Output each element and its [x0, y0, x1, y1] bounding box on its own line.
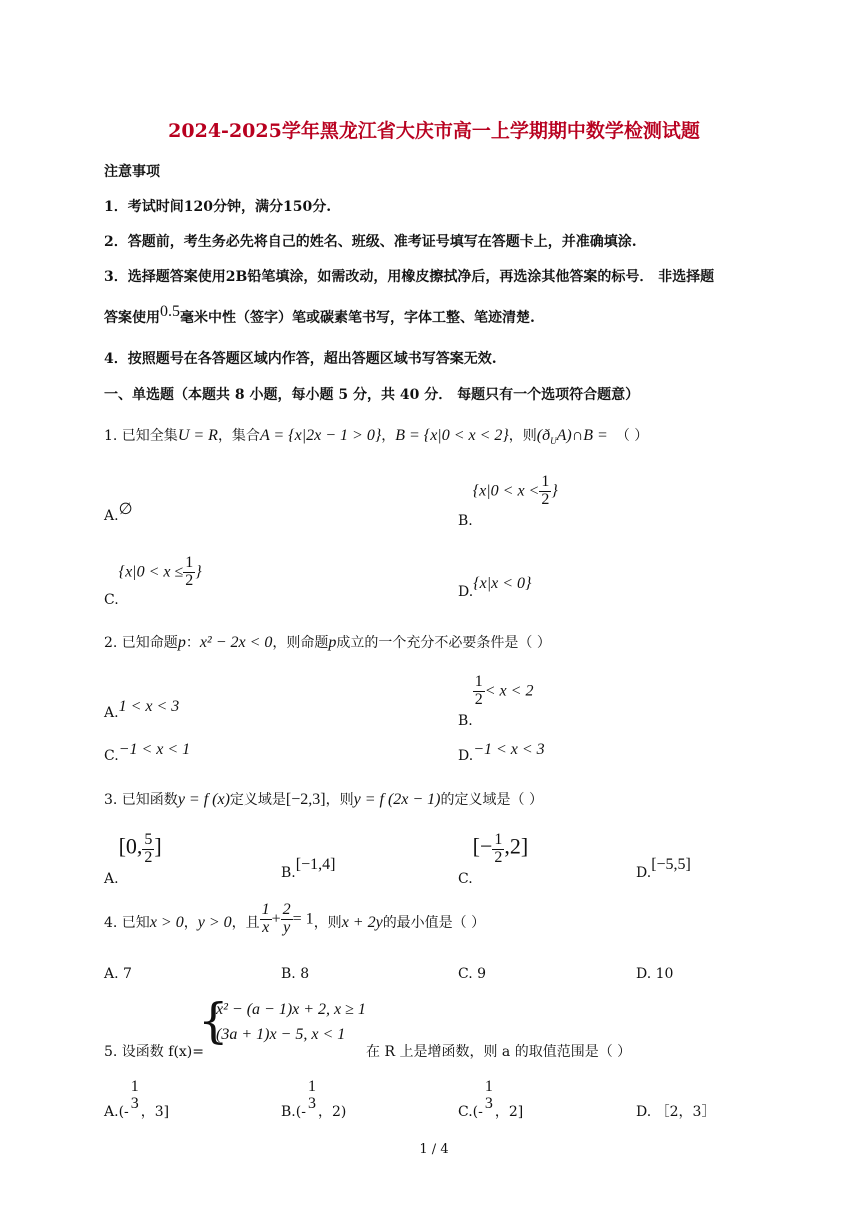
- question-4-stem: 4. 已知x > 0，y > 0，且 $\frac{1}{x}$ + $\frac{2}{y}$ = 1，则x + 2y的最小值是（ ）: [104, 901, 486, 936]
- document-title: 2024-2025学年黑龙江省大庆市高一上学期期中数学检测试题: [168, 120, 700, 142]
- q1-stem-a: 1. 已知全集: [104, 428, 178, 444]
- fraction: $\frac{1}{2}$: [494, 831, 503, 866]
- fraction: 1 3: [130, 1078, 139, 1112]
- q5-option-a: A.(- 1 3 ，3]: [104, 1078, 170, 1120]
- q2-option-a: A.1 < x < 3: [104, 698, 180, 721]
- fraction: $\frac{2}{y}$: [282, 901, 291, 936]
- fraction: $\frac{5}{2}$: [144, 831, 153, 866]
- fraction: $\frac{1}{2}$: [541, 473, 550, 508]
- q1-option-b: B.{x|0 < x < $\frac{1}{2}$ }: [458, 473, 558, 530]
- q5-case-1: x² − (a − 1)x + 2, x ≥ 1: [216, 1001, 366, 1018]
- q4-option-a: A. 7: [104, 966, 132, 982]
- question-2-stem: 2. 已知命题p：x² − 2x < 0，则命题p成立的一个充分不必要条件是（ ）: [104, 634, 551, 651]
- fraction: $\frac{1}{2}$: [185, 554, 194, 589]
- q4-option-b: B. 8: [281, 966, 310, 982]
- fraction: 1 3: [484, 1078, 493, 1112]
- notice-1: 1．考试时间120分钟，满分150分.: [104, 199, 332, 215]
- q2-option-b: B. $\frac{1}{2}$ < x < 2: [458, 673, 534, 730]
- q5-option-c: C.(- 1 3 ，2]: [458, 1078, 524, 1120]
- notice-2: 2．答题前，考生务必先将自己的姓名、班级、准考证号填写在答题卡上，并准确填涂.: [104, 234, 637, 250]
- fraction: $\frac{1}{x}$: [261, 901, 270, 936]
- q1-set-b: B = {x|0 < x < 2}: [395, 427, 509, 444]
- notice-3-line2: [104, 303, 535, 327]
- q1-option-a: A.∅: [104, 501, 133, 524]
- q4-option-c: C. 9: [458, 966, 487, 982]
- q1-universe: U = R: [177, 427, 218, 444]
- q1-set-a: A = {x|2x − 1 > 0}: [259, 427, 382, 444]
- question-1-stem: [104, 425, 648, 446]
- q2-option-d: D.−1 < x < 3: [458, 741, 545, 764]
- notice-3: 3．选择题答案使用2B铅笔填涂，如需改动，用橡皮擦拭净后，再选涂其他答案的标号． 非选择题: [104, 269, 715, 285]
- q1-stem-c: ，则: [508, 428, 537, 444]
- q2-option-c: C.−1 < x < 1: [104, 741, 191, 764]
- fraction: $\frac{1}{2}$: [474, 673, 483, 708]
- q5-stem-b: 在 R 上是增函数，则 a 的取值范围是（ ）: [366, 1044, 632, 1060]
- q1-expression: $(ð_UA)\cap B$ =: [536, 427, 608, 447]
- q5-stem-a: 5. 设函数 f(x)=: [104, 1044, 204, 1060]
- q3-option-c: C.[− $\frac{1}{2}$ ,2]: [458, 831, 529, 888]
- q1-option-d: D.{x|x < 0}: [458, 575, 532, 600]
- notice-3-number: 0.5: [160, 303, 180, 320]
- q3-option-d: D.[−5,5]: [636, 856, 691, 881]
- section-heading: 一、单选题（本题共 8 小题，每小题 5 分，共 40 分． 每题只有一个选项符合题意）: [104, 387, 640, 403]
- q1-option-c: C.{x|0 < x ≤ $\frac{1}{2}$ }: [104, 554, 202, 609]
- q1-stem-b: ，集合: [217, 428, 260, 444]
- q4-option-d: D. 10: [636, 966, 674, 982]
- q5-case-2: (3a + 1)x − 5, x < 1: [216, 1026, 346, 1043]
- q3-option-a: A.[0, $\frac{5}{2}$ ]: [104, 831, 162, 888]
- q5-option-b: B.(- 1 3 ，2): [281, 1078, 347, 1120]
- q1-sep: ，: [381, 428, 396, 444]
- q5-option-d: D. ［2，3］: [636, 1104, 716, 1120]
- page-number: 1 / 4: [419, 1142, 449, 1157]
- notice-heading: 注意事项: [104, 164, 160, 180]
- notice-3-post: 毫米中性（签字）笔或碳素笔书写，字体工整、笔迹清楚.: [180, 310, 535, 326]
- notice-3-pre: 答案使用: [104, 310, 160, 326]
- q3-option-b: B.[−1,4]: [281, 856, 336, 881]
- notice-4: 4．按照题号在各答题区域内作答，超出答题区域书写答案无效.: [104, 351, 497, 367]
- question-3-stem: 3. 已知函数y = f (x)定义域是[−2,3]，则y = f (2x − 1)的定义域是（ ）: [104, 791, 543, 808]
- q1-answer-paren: （ ）: [615, 428, 649, 444]
- left-brace: {: [198, 993, 229, 1049]
- fraction: 1 3: [307, 1078, 316, 1112]
